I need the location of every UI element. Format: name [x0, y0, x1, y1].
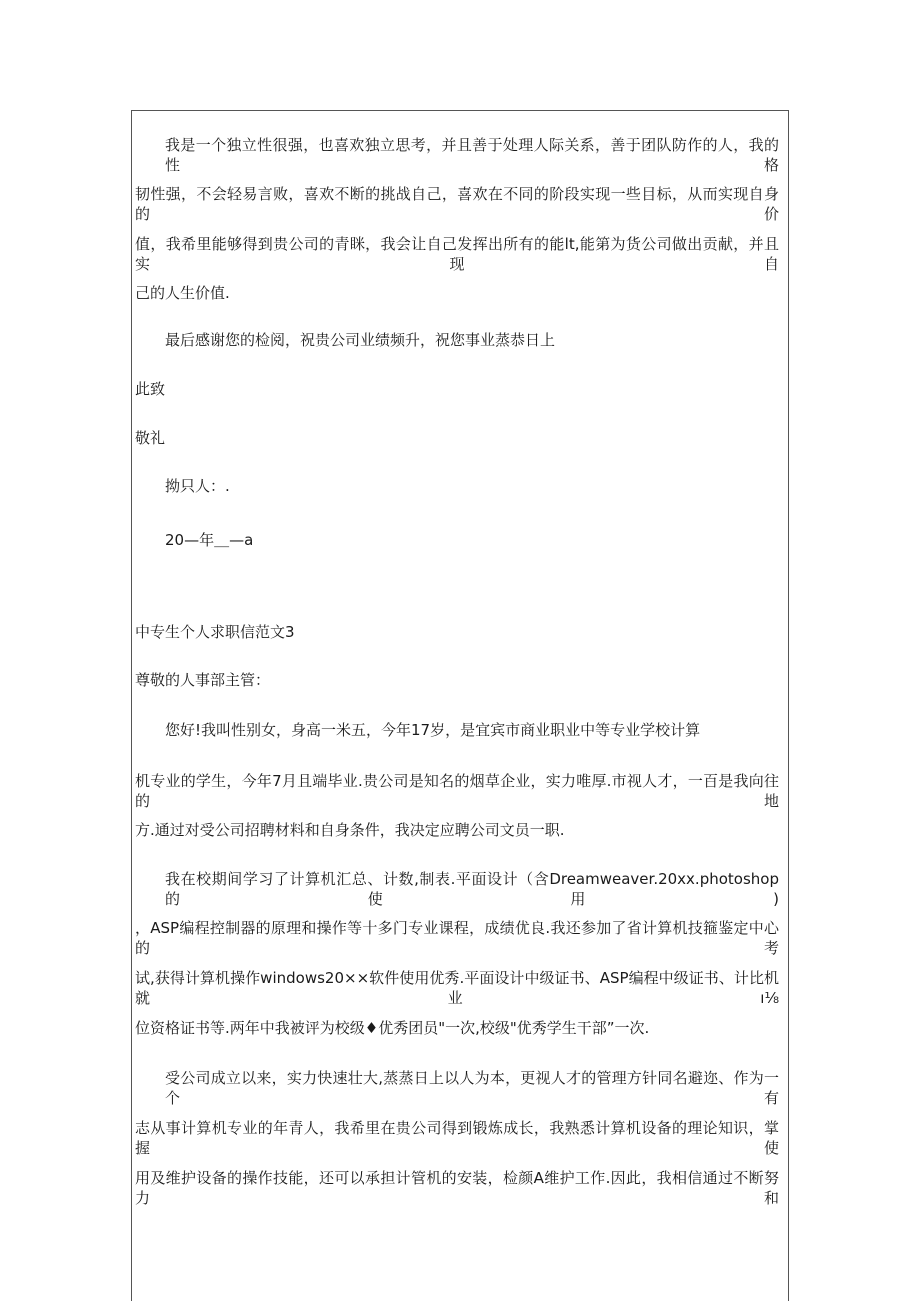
text-line: 您好!我叫性别女，身高一米五，今年17岁，是宜宾市商业职业中等专业学校计算	[165, 721, 701, 739]
text-line: 此致	[135, 380, 166, 398]
text-line: 方.通过对受公司招聘材料和自身条件，我决定应聘公司文员一职.	[135, 821, 565, 839]
text-line: 受公司成立以来，实力快速壮大,蒸蒸日上以人为本，更视人才的管理方针同名避迩、作为一个有	[165, 1069, 779, 1107]
text-line: 20—年＿—a	[165, 531, 254, 549]
text-line: 韧性强，不会轻易言败，喜欢不断的挑战自己，喜欢在不同的阶段实现一些目标，从而实现自身的价	[135, 185, 779, 223]
text-line: 值，我希里能够得到贵公司的青眯，我会让自己发挥出所有的能lt,能第为货公司做出贡献，并且实现自	[135, 235, 779, 273]
text-line: 位资格证书等.两年中我被评为校级♦优秀团员"一次,校级"优秀学生干部”一次.	[135, 1019, 650, 1037]
text-line: 敬礼	[135, 429, 166, 447]
text-line: 用及维护设备的操作技能，还可以承担计管机的安装，检颜A维护工作.因此，我相信通过不断努力和	[135, 1169, 779, 1207]
text-line: ，ASP编程控制器的原理和操作等十多门专业课程，成绩优良.我还参加了省计算机技箍鉴定中心的考	[135, 919, 779, 957]
text-line: 中专生个人求职信范文3	[135, 623, 295, 641]
text-line: 己的人生价值.	[135, 284, 230, 302]
text-line: 试,获得计算机操作windows20××软件使用优秀.平面设计中级证书、ASP编程中级证书、计比机就业ı⅛	[135, 969, 779, 1007]
text-line: 志从事计算机专业的年青人，我希里在贵公司得到锻炼成长，我熟悉计算机设备的理论知识，掌握使	[135, 1119, 779, 1157]
text-line: 尊敬的人事部主管：	[135, 671, 271, 689]
text-line: 机专业的学生，今年7月且端毕业.贵公司是知名的烟草企业，实力唯厚.市视人才，一百是我向往的地	[135, 772, 779, 810]
text-line: 拗只人：.	[165, 477, 230, 495]
text-line: 我在校期间学习了计算机汇总、计数,制表.平面设计（含Dreamweaver.20xx.photoshop的使用)	[165, 870, 779, 908]
text-line: 最后感谢您的检阅，祝贵公司业绩频升，祝您事业蒸恭日上	[165, 331, 556, 349]
text-line: 我是一个独立性很强，也喜欢独立思考，并且善于处理人际关系，善于团队防作的人，我的性格	[165, 136, 779, 174]
